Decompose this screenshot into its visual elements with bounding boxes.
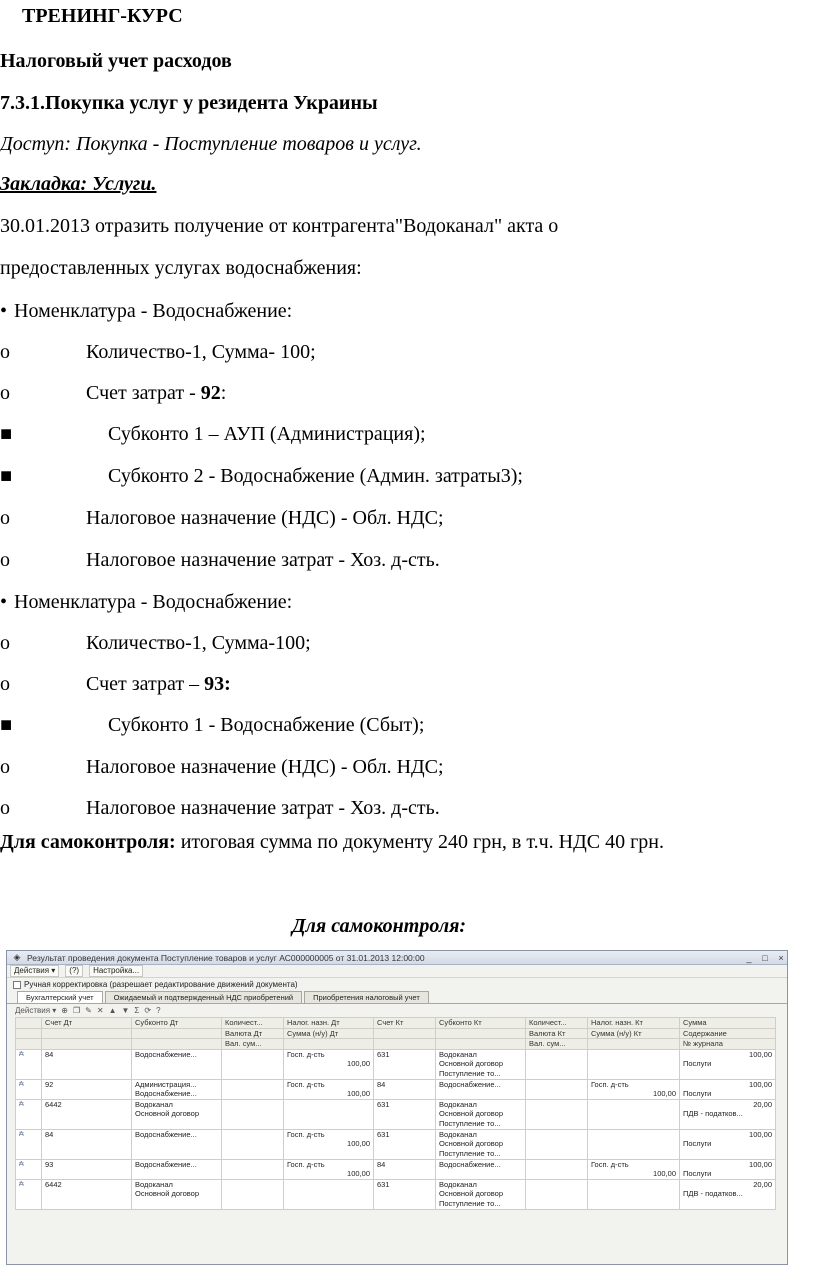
row-icon [16, 1059, 42, 1069]
item-line [0, 340, 316, 364]
item-line [0, 548, 440, 572]
header-cell[interactable] [284, 1039, 374, 1050]
header-cell[interactable]: Субконто Дт [132, 1018, 222, 1029]
table-cell: 84 [374, 1079, 436, 1089]
toolbar-actions-button[interactable]: Действия ▾ [15, 1006, 57, 1015]
table-cell: Основной договор [436, 1189, 526, 1199]
table-cell: 93 [42, 1159, 132, 1169]
table-cell [526, 1169, 588, 1179]
manual-correction-label: Ручная корректировка (разрешает редактирование движений документа) [24, 980, 298, 989]
table-row[interactable] [16, 1069, 776, 1079]
item-text: Субконто 1 – АУП (Администрация); [108, 423, 426, 445]
list-marker: o [0, 632, 10, 654]
table-cell [132, 1139, 222, 1149]
table-cell [588, 1069, 680, 1079]
row-icon: ₳ [16, 1179, 42, 1189]
item-text: Налоговое назначение (НДС) - Обл. НДС; [86, 507, 444, 529]
table-cell: Водоснабжение... [436, 1079, 526, 1089]
table-cell [680, 1149, 776, 1159]
tab-accounting[interactable]: Бухгалтерский учет [17, 991, 103, 1003]
header-cell[interactable]: № журнала [680, 1039, 776, 1050]
table-cell [222, 1139, 284, 1149]
delete-icon[interactable]: ✕ [96, 1006, 104, 1015]
table-cell [526, 1149, 588, 1159]
table-cell: 100,00 [284, 1059, 374, 1069]
header-cell[interactable] [16, 1039, 42, 1050]
table-cell [374, 1199, 436, 1209]
header-cell[interactable]: Субконто Кт [436, 1018, 526, 1029]
table-cell [42, 1139, 132, 1149]
item-line [0, 299, 292, 323]
header-cell[interactable] [132, 1039, 222, 1050]
row-icon [16, 1189, 42, 1199]
item-text: Счет затрат - [86, 382, 201, 404]
section-title: 7.3.1.Покупка услуг у резидента Украины [0, 92, 378, 114]
table-cell [588, 1139, 680, 1149]
row-icon [16, 1069, 42, 1079]
table-cell [222, 1159, 284, 1169]
item-account: 93: [204, 673, 231, 695]
list-marker: o [0, 673, 10, 695]
table-cell [284, 1099, 374, 1109]
list-marker: ■ [0, 714, 13, 736]
table-cell [42, 1069, 132, 1079]
table-cell [374, 1189, 436, 1199]
table-cell: Водоснабжение... [132, 1049, 222, 1059]
table-cell: 84 [42, 1129, 132, 1139]
table-cell [526, 1099, 588, 1109]
header-cell[interactable]: Сумма (н/у) Кт [588, 1028, 680, 1039]
help-icon[interactable]: ? [156, 1006, 161, 1015]
item-text: Налоговое назначение (НДС) - Обл. НДС; [86, 756, 444, 778]
subheading: Налоговый учет расходов [0, 50, 232, 72]
help-button[interactable]: (?) [65, 965, 83, 977]
table-cell [588, 1099, 680, 1109]
table-cell [222, 1199, 284, 1209]
table-cell: Госп. д-сть [284, 1159, 374, 1169]
table-cell: Поступление то... [436, 1119, 526, 1129]
table-cell: Основной договор [436, 1059, 526, 1069]
table-cell [284, 1179, 374, 1189]
window-titlebar [7, 951, 787, 965]
close-icon[interactable]: × [778, 952, 784, 963]
item-text: Налоговое назначение затрат - Хоз. д-сть. [86, 797, 440, 819]
minimize-icon[interactable]: _ [746, 952, 752, 963]
selfcheck-label: Для самоконтроля: [0, 831, 176, 853]
table-cell [284, 1109, 374, 1119]
item-line [0, 590, 292, 614]
table-cell: 631 [374, 1129, 436, 1139]
sum-icon[interactable]: Σ [134, 1006, 140, 1015]
header-cell[interactable]: Количест... [526, 1018, 588, 1029]
settings-button[interactable]: Настройка... [89, 965, 143, 977]
add-icon[interactable]: ⊕ [61, 1006, 68, 1015]
table-cell: Водоснабжение... [132, 1159, 222, 1169]
window-menubar [7, 965, 787, 978]
table-cell [42, 1119, 132, 1129]
table-cell [526, 1179, 588, 1189]
table-cell [222, 1069, 284, 1079]
table-cell: 100,00 [680, 1049, 776, 1059]
table-cell [374, 1069, 436, 1079]
table-cell [680, 1069, 776, 1079]
window-title: Результат проведения документа Поступление товаров и услуг АС000000005 от 31.01.2013 12:00:00 [27, 952, 425, 963]
table-row[interactable] [16, 1119, 776, 1129]
table-cell [284, 1149, 374, 1159]
table-cell [42, 1059, 132, 1069]
table-cell: Водоканал [132, 1099, 222, 1109]
table-cell [222, 1059, 284, 1069]
table-cell [284, 1199, 374, 1209]
table-cell [588, 1189, 680, 1199]
item-line [0, 464, 523, 488]
item-line [0, 713, 424, 737]
table-cell [132, 1149, 222, 1159]
table-cell [284, 1119, 374, 1129]
table-cell [374, 1119, 436, 1129]
table-cell [526, 1159, 588, 1169]
row-icon: ₳ [16, 1079, 42, 1089]
row-icon [16, 1109, 42, 1119]
item-text: Количество-1, Сумма-100; [86, 632, 311, 654]
table-cell: Основной договор [436, 1139, 526, 1149]
selfcheck-line [0, 830, 664, 854]
table-cell [526, 1199, 588, 1209]
table-row[interactable] [16, 1079, 776, 1089]
tab-vat-expected[interactable]: Ожидаемый и подтвержденный НДС приобретений [105, 991, 303, 1003]
copy-icon[interactable]: ❐ [73, 1006, 81, 1015]
header-cell[interactable] [42, 1028, 132, 1039]
table-cell: 100,00 [284, 1169, 374, 1179]
table-cell: Водоканал [436, 1049, 526, 1059]
table-cell [588, 1049, 680, 1059]
table-cell: 6442 [42, 1099, 132, 1109]
table-header [16, 1018, 776, 1050]
table-cell: Послуги [680, 1089, 776, 1099]
table-cell: 100,00 [588, 1169, 680, 1179]
table-row[interactable] [16, 1099, 776, 1109]
table-cell: Водоканал [436, 1179, 526, 1189]
table-cell: 6442 [42, 1179, 132, 1189]
table-cell [526, 1069, 588, 1079]
tab-bar [7, 991, 787, 1004]
table-cell [42, 1189, 132, 1199]
table-cell: 100,00 [680, 1129, 776, 1139]
table-cell [42, 1089, 132, 1099]
table-cell [42, 1169, 132, 1179]
item-line [0, 381, 226, 405]
table-cell [222, 1169, 284, 1179]
table-cell: 92 [42, 1079, 132, 1089]
row-icon [16, 1199, 42, 1209]
table-cell: 20,00 [680, 1179, 776, 1189]
table-cell [526, 1129, 588, 1139]
table-cell: Основной договор [132, 1189, 222, 1199]
table-cell: Госп. д-сть [588, 1159, 680, 1169]
table-cell: Госп. д-сть [588, 1079, 680, 1089]
table-cell: Госп. д-сть [284, 1129, 374, 1139]
bookmark: Закладка: Услуги. [0, 173, 157, 195]
table-cell: Поступление то... [436, 1069, 526, 1079]
table-cell [588, 1109, 680, 1119]
item-text: Субконто 1 - Водоснабжение (Сбыт); [108, 714, 425, 736]
table-cell [588, 1179, 680, 1189]
table-cell [132, 1199, 222, 1209]
table-cell [222, 1179, 284, 1189]
table-cell [222, 1079, 284, 1089]
row-icon: ₳ [16, 1049, 42, 1059]
tab-tax-purchases[interactable]: Приобретения налоговый учет [304, 991, 429, 1003]
header-cell[interactable]: Валюта Кт [526, 1028, 588, 1039]
table-row[interactable] [16, 1159, 776, 1169]
table-cell: Водоснабжение... [132, 1089, 222, 1099]
table-cell [222, 1089, 284, 1099]
table-cell [374, 1169, 436, 1179]
move-up-icon[interactable]: ▲ [108, 1006, 117, 1015]
table-cell: 631 [374, 1049, 436, 1059]
list-marker: o [0, 382, 10, 404]
list-marker: • [0, 591, 8, 613]
row-icon: ₳ [16, 1159, 42, 1169]
table-cell: 84 [374, 1159, 436, 1169]
header-row [16, 1028, 776, 1039]
table-row[interactable] [16, 1179, 776, 1189]
header-cell[interactable] [588, 1039, 680, 1050]
list-marker: o [0, 756, 10, 778]
list-marker: o [0, 549, 10, 571]
table-row[interactable] [16, 1089, 776, 1099]
table-cell [436, 1169, 526, 1179]
app-icon: ◈ [13, 952, 21, 962]
table-cell [680, 1119, 776, 1129]
table-cell: 84 [42, 1049, 132, 1059]
manual-correction-checkbox[interactable] [13, 981, 21, 989]
table-cell [222, 1189, 284, 1199]
table-cell [680, 1199, 776, 1209]
row-icon: ₳ [16, 1099, 42, 1109]
table-row[interactable] [16, 1189, 776, 1199]
table-cell [374, 1059, 436, 1069]
maximize-icon[interactable]: □ [762, 952, 768, 963]
table-row[interactable] [16, 1049, 776, 1059]
table-cell [526, 1059, 588, 1069]
task-line-2: предоставленных услугах водоснабжения: [0, 257, 362, 279]
table-cell [436, 1089, 526, 1099]
table-cell [132, 1069, 222, 1079]
postings-table [15, 1017, 776, 1210]
table-cell [374, 1089, 436, 1099]
item-line [0, 755, 444, 779]
header-cell[interactable]: Количест... [222, 1018, 284, 1029]
table-cell [132, 1119, 222, 1129]
table-cell [374, 1139, 436, 1149]
header-cell[interactable]: Сумма [680, 1018, 776, 1029]
item-line [0, 422, 426, 446]
table-cell: Госп. д-сть [284, 1079, 374, 1089]
list-marker: o [0, 341, 10, 363]
table-cell [588, 1129, 680, 1139]
row-icon [16, 1089, 42, 1099]
row-icon [16, 1139, 42, 1149]
item-text: Счет затрат – [86, 673, 205, 695]
table-cell [42, 1149, 132, 1159]
table-cell: 100,00 [680, 1079, 776, 1089]
manual-correction-row [7, 978, 787, 991]
table-cell [222, 1099, 284, 1109]
heading: ТРЕНИНГ-КУРС [22, 5, 183, 27]
table-cell: 100,00 [680, 1159, 776, 1169]
table-body [16, 1049, 776, 1209]
item-text: Номенклатура - Водоснабжение: [14, 300, 293, 322]
item-text: Количество-1, Сумма- 100; [86, 341, 316, 363]
table-cell [588, 1059, 680, 1069]
table-cell [222, 1119, 284, 1129]
table-cell: Поступление то... [436, 1149, 526, 1159]
posting-result-window [6, 950, 788, 1265]
table-cell [222, 1049, 284, 1059]
list-marker: • [0, 300, 8, 322]
table-cell: 100,00 [588, 1089, 680, 1099]
header-cell[interactable] [436, 1028, 526, 1039]
row-icon [16, 1169, 42, 1179]
access-path: Доступ: Покупка - Поступление товаров и услуг. [0, 133, 422, 155]
table-row[interactable] [16, 1109, 776, 1119]
table-cell: 631 [374, 1099, 436, 1109]
item-text: Налоговое назначение затрат - Хоз. д-сть. [86, 549, 440, 571]
table-row[interactable] [16, 1059, 776, 1069]
item-line [0, 796, 440, 820]
table-cell [588, 1119, 680, 1129]
table-cell [526, 1139, 588, 1149]
table-cell [526, 1189, 588, 1199]
table-cell [222, 1149, 284, 1159]
table-cell: Водоснабжение... [132, 1129, 222, 1139]
refresh-icon[interactable]: ⟳ [144, 1006, 152, 1015]
header-cell[interactable]: Валюта Дт [222, 1028, 284, 1039]
row-icon: ₳ [16, 1129, 42, 1139]
table-cell [132, 1059, 222, 1069]
table-row[interactable] [16, 1149, 776, 1159]
actions-menu[interactable]: Действия ▾ [10, 965, 59, 977]
table-cell: ПДВ - податков... [680, 1189, 776, 1199]
header-cell[interactable] [132, 1028, 222, 1039]
table-row[interactable] [16, 1169, 776, 1179]
row-icon [16, 1119, 42, 1129]
header-cell[interactable]: Вал. сум... [526, 1039, 588, 1050]
item-line [0, 631, 311, 655]
table-cell: 100,00 [284, 1139, 374, 1149]
table-cell: 631 [374, 1179, 436, 1189]
table-cell: Основной договор [132, 1109, 222, 1119]
header-cell[interactable] [436, 1039, 526, 1050]
table-cell [284, 1189, 374, 1199]
move-down-icon[interactable]: ▼ [121, 1006, 130, 1015]
header-cell[interactable]: Налог. назн. Дт [284, 1018, 374, 1029]
table-cell: ПДВ - податков... [680, 1109, 776, 1119]
header-cell[interactable] [16, 1028, 42, 1039]
header-row [16, 1039, 776, 1050]
table-cell: Послуги [680, 1139, 776, 1149]
edit-icon[interactable]: ✎ [85, 1006, 92, 1015]
table-cell [222, 1109, 284, 1119]
table-cell [42, 1199, 132, 1209]
item-text: Номенклатура - Водоснабжение: [14, 591, 293, 613]
table-cell [526, 1109, 588, 1119]
selfcheck-text: итоговая сумма по документу 240 грн, в т.ч. НДС 40 грн. [175, 831, 664, 853]
header-cell[interactable] [374, 1039, 436, 1050]
table-row[interactable] [16, 1139, 776, 1149]
table-row[interactable] [16, 1129, 776, 1139]
table-cell: Водоканал [436, 1099, 526, 1109]
table-cell: Послуги [680, 1059, 776, 1069]
header-cell[interactable]: Вал. сум... [222, 1039, 284, 1050]
header-cell[interactable]: Сумма (н/у) Дт [284, 1028, 374, 1039]
table-cell [588, 1199, 680, 1209]
table-cell: Послуги [680, 1169, 776, 1179]
header-cell[interactable]: Налог. назн. Кт [588, 1018, 680, 1029]
list-marker: o [0, 797, 10, 819]
table-cell: Водоканал [436, 1129, 526, 1139]
header-cell[interactable]: Содержание [680, 1028, 776, 1039]
header-cell[interactable] [42, 1039, 132, 1050]
table-cell: Администрация... [132, 1079, 222, 1089]
item-tail: : [220, 382, 227, 404]
item-text: Субконто 2 - Водоснабжение (Админ. затраты3); [108, 465, 523, 487]
table-toolbar [7, 1004, 787, 1017]
table-cell [42, 1109, 132, 1119]
table-cell [526, 1089, 588, 1099]
table-cell [374, 1109, 436, 1119]
list-marker: ■ [0, 423, 13, 445]
table-cell [526, 1079, 588, 1089]
table-cell [222, 1129, 284, 1139]
table-cell [588, 1149, 680, 1159]
table-cell: Водоканал [132, 1179, 222, 1189]
table-cell: Основной договор [436, 1109, 526, 1119]
table-cell: Водоснабжение... [436, 1159, 526, 1169]
table-cell: 100,00 [284, 1089, 374, 1099]
row-icon [16, 1149, 42, 1159]
list-marker: ■ [0, 465, 13, 487]
header-cell[interactable] [16, 1018, 42, 1029]
table-cell: Поступление то... [436, 1199, 526, 1209]
list-marker: o [0, 507, 10, 529]
item-account: 92 [200, 382, 221, 404]
table-cell: 20,00 [680, 1099, 776, 1109]
header-row [16, 1018, 776, 1029]
item-line [0, 672, 231, 696]
table-cell [374, 1149, 436, 1159]
item-line [0, 506, 444, 530]
selfcheck-caption: Для самоконтроля: [292, 915, 467, 937]
table-cell [132, 1169, 222, 1179]
table-cell [526, 1119, 588, 1129]
header-cell[interactable]: Счет Дт [42, 1018, 132, 1029]
table-cell: Госп. д-сть [284, 1049, 374, 1059]
table-cell [526, 1049, 588, 1059]
table-row[interactable] [16, 1199, 776, 1209]
header-cell[interactable]: Счет Кт [374, 1018, 436, 1029]
header-cell[interactable] [374, 1028, 436, 1039]
task-line-1: 30.01.2013 отразить получение от контрагента"Водоканал" акта о [0, 215, 559, 237]
table-cell [284, 1069, 374, 1079]
